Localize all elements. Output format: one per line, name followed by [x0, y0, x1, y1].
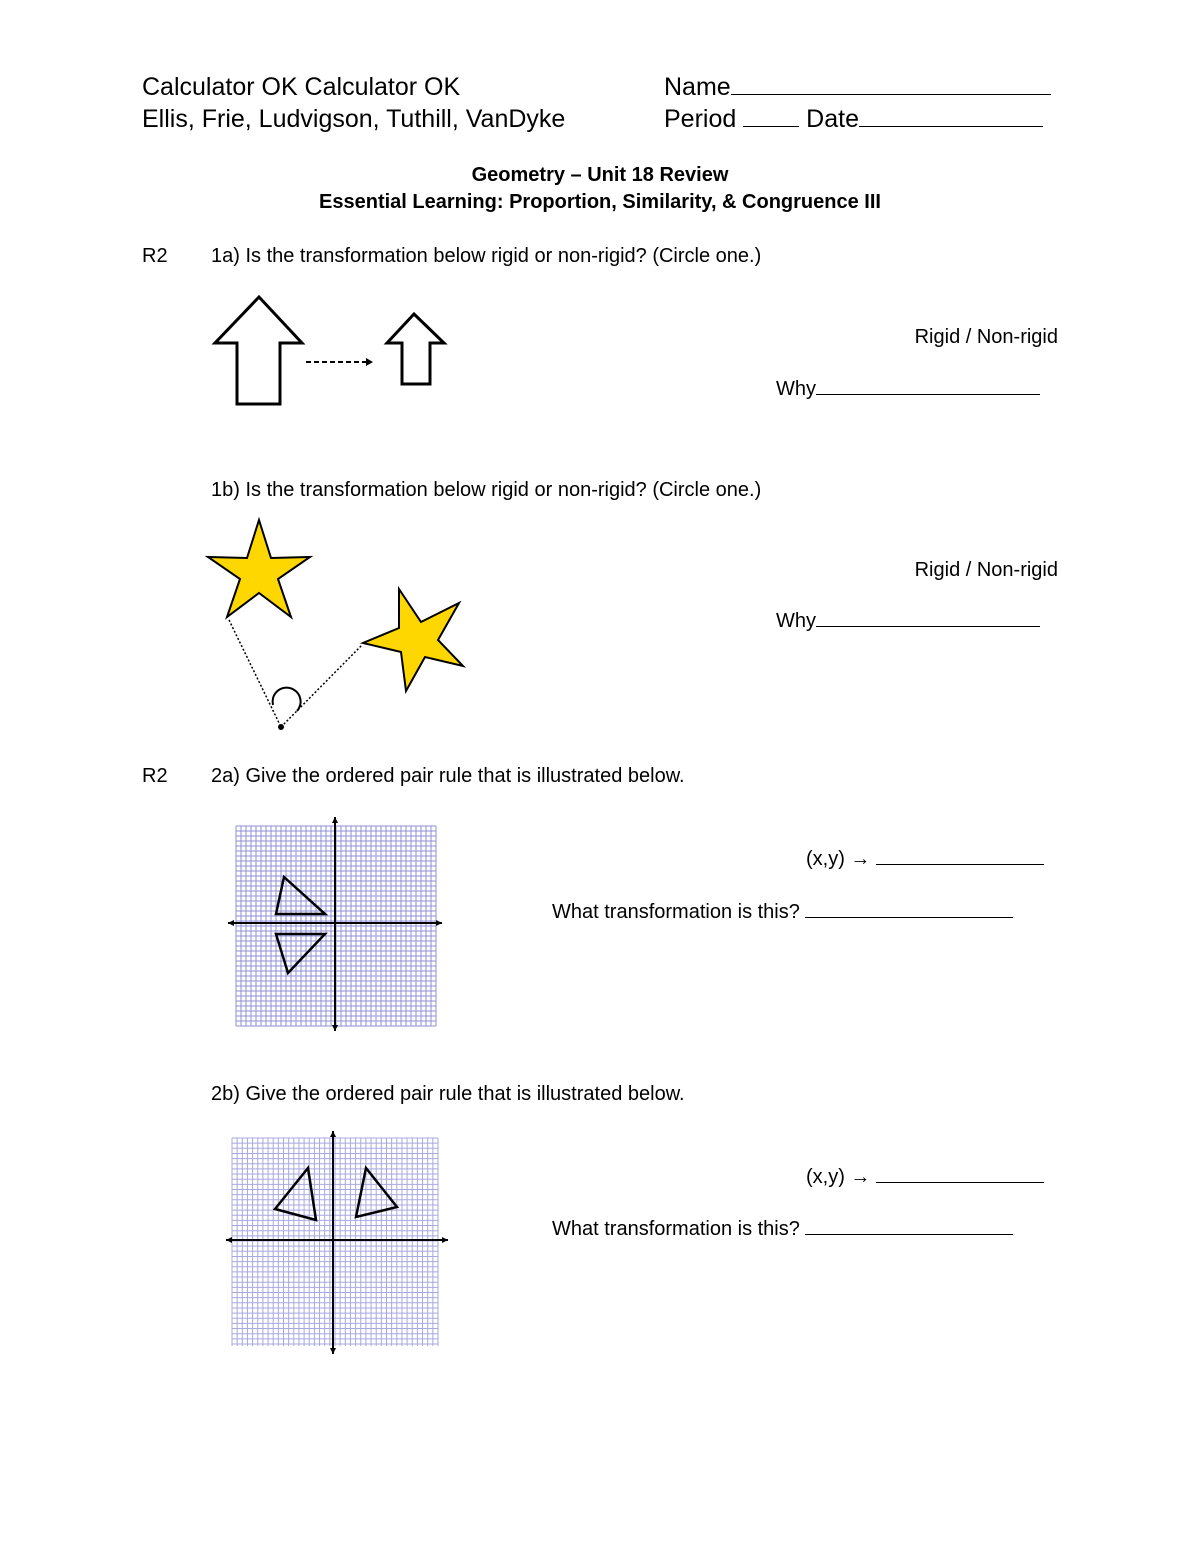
page-subtitle: Essential Learning: Proportion, Similarity, & Congruence III — [319, 191, 881, 213]
q1a-choice[interactable]: Rigid / Non-rigid — [914, 326, 1058, 348]
q1b-choice[interactable]: Rigid / Non-rigid — [914, 559, 1058, 581]
q2b-rule-field[interactable] — [806, 1164, 1044, 1190]
q2a-transform-label: What transformation is this? — [552, 901, 800, 923]
q2b-rule-blank[interactable] — [876, 1181, 1044, 1183]
q2b-triangle-left — [275, 1168, 316, 1220]
q2b-transform-label: What transformation is this? — [552, 1218, 800, 1240]
q1b-why-label: Why — [776, 610, 816, 632]
name-label: Name — [664, 73, 731, 101]
page-title: Geometry – Unit 18 Review — [471, 164, 729, 186]
q2a-tag: R2 — [142, 765, 168, 787]
q2b-prompt: 2b) Give the ordered pair rule that is illustrated below. — [211, 1083, 685, 1105]
q2b-transform-blank[interactable] — [805, 1233, 1013, 1235]
q2a-rule-label: (x,y) → — [806, 848, 871, 870]
header-line-1: Calculator OK Calculator OK — [142, 73, 461, 101]
header-authors: Ellis, Frie, Ludvigson, Tuthill, VanDyke — [142, 105, 566, 133]
q1a-why-label: Why — [776, 378, 816, 400]
q2a-prompt: 2a) Give the ordered pair rule that is illustrated below. — [211, 765, 685, 787]
q2b-grid — [232, 1138, 438, 1346]
q1a-tag: R2 — [142, 245, 168, 267]
q1b-prompt: 1b) Is the transformation below rigid or non-rigid? (Circle one.) — [211, 479, 762, 501]
date-label: Date — [806, 105, 859, 133]
q2b-rule-label: (x,y) → — [806, 1166, 871, 1188]
q2b-transform-field[interactable] — [552, 1216, 1013, 1242]
q1a-prompt: 1a) Is the transformation below rigid or non-rigid? (Circle one.) — [211, 245, 762, 267]
period-label: Period — [664, 105, 737, 133]
